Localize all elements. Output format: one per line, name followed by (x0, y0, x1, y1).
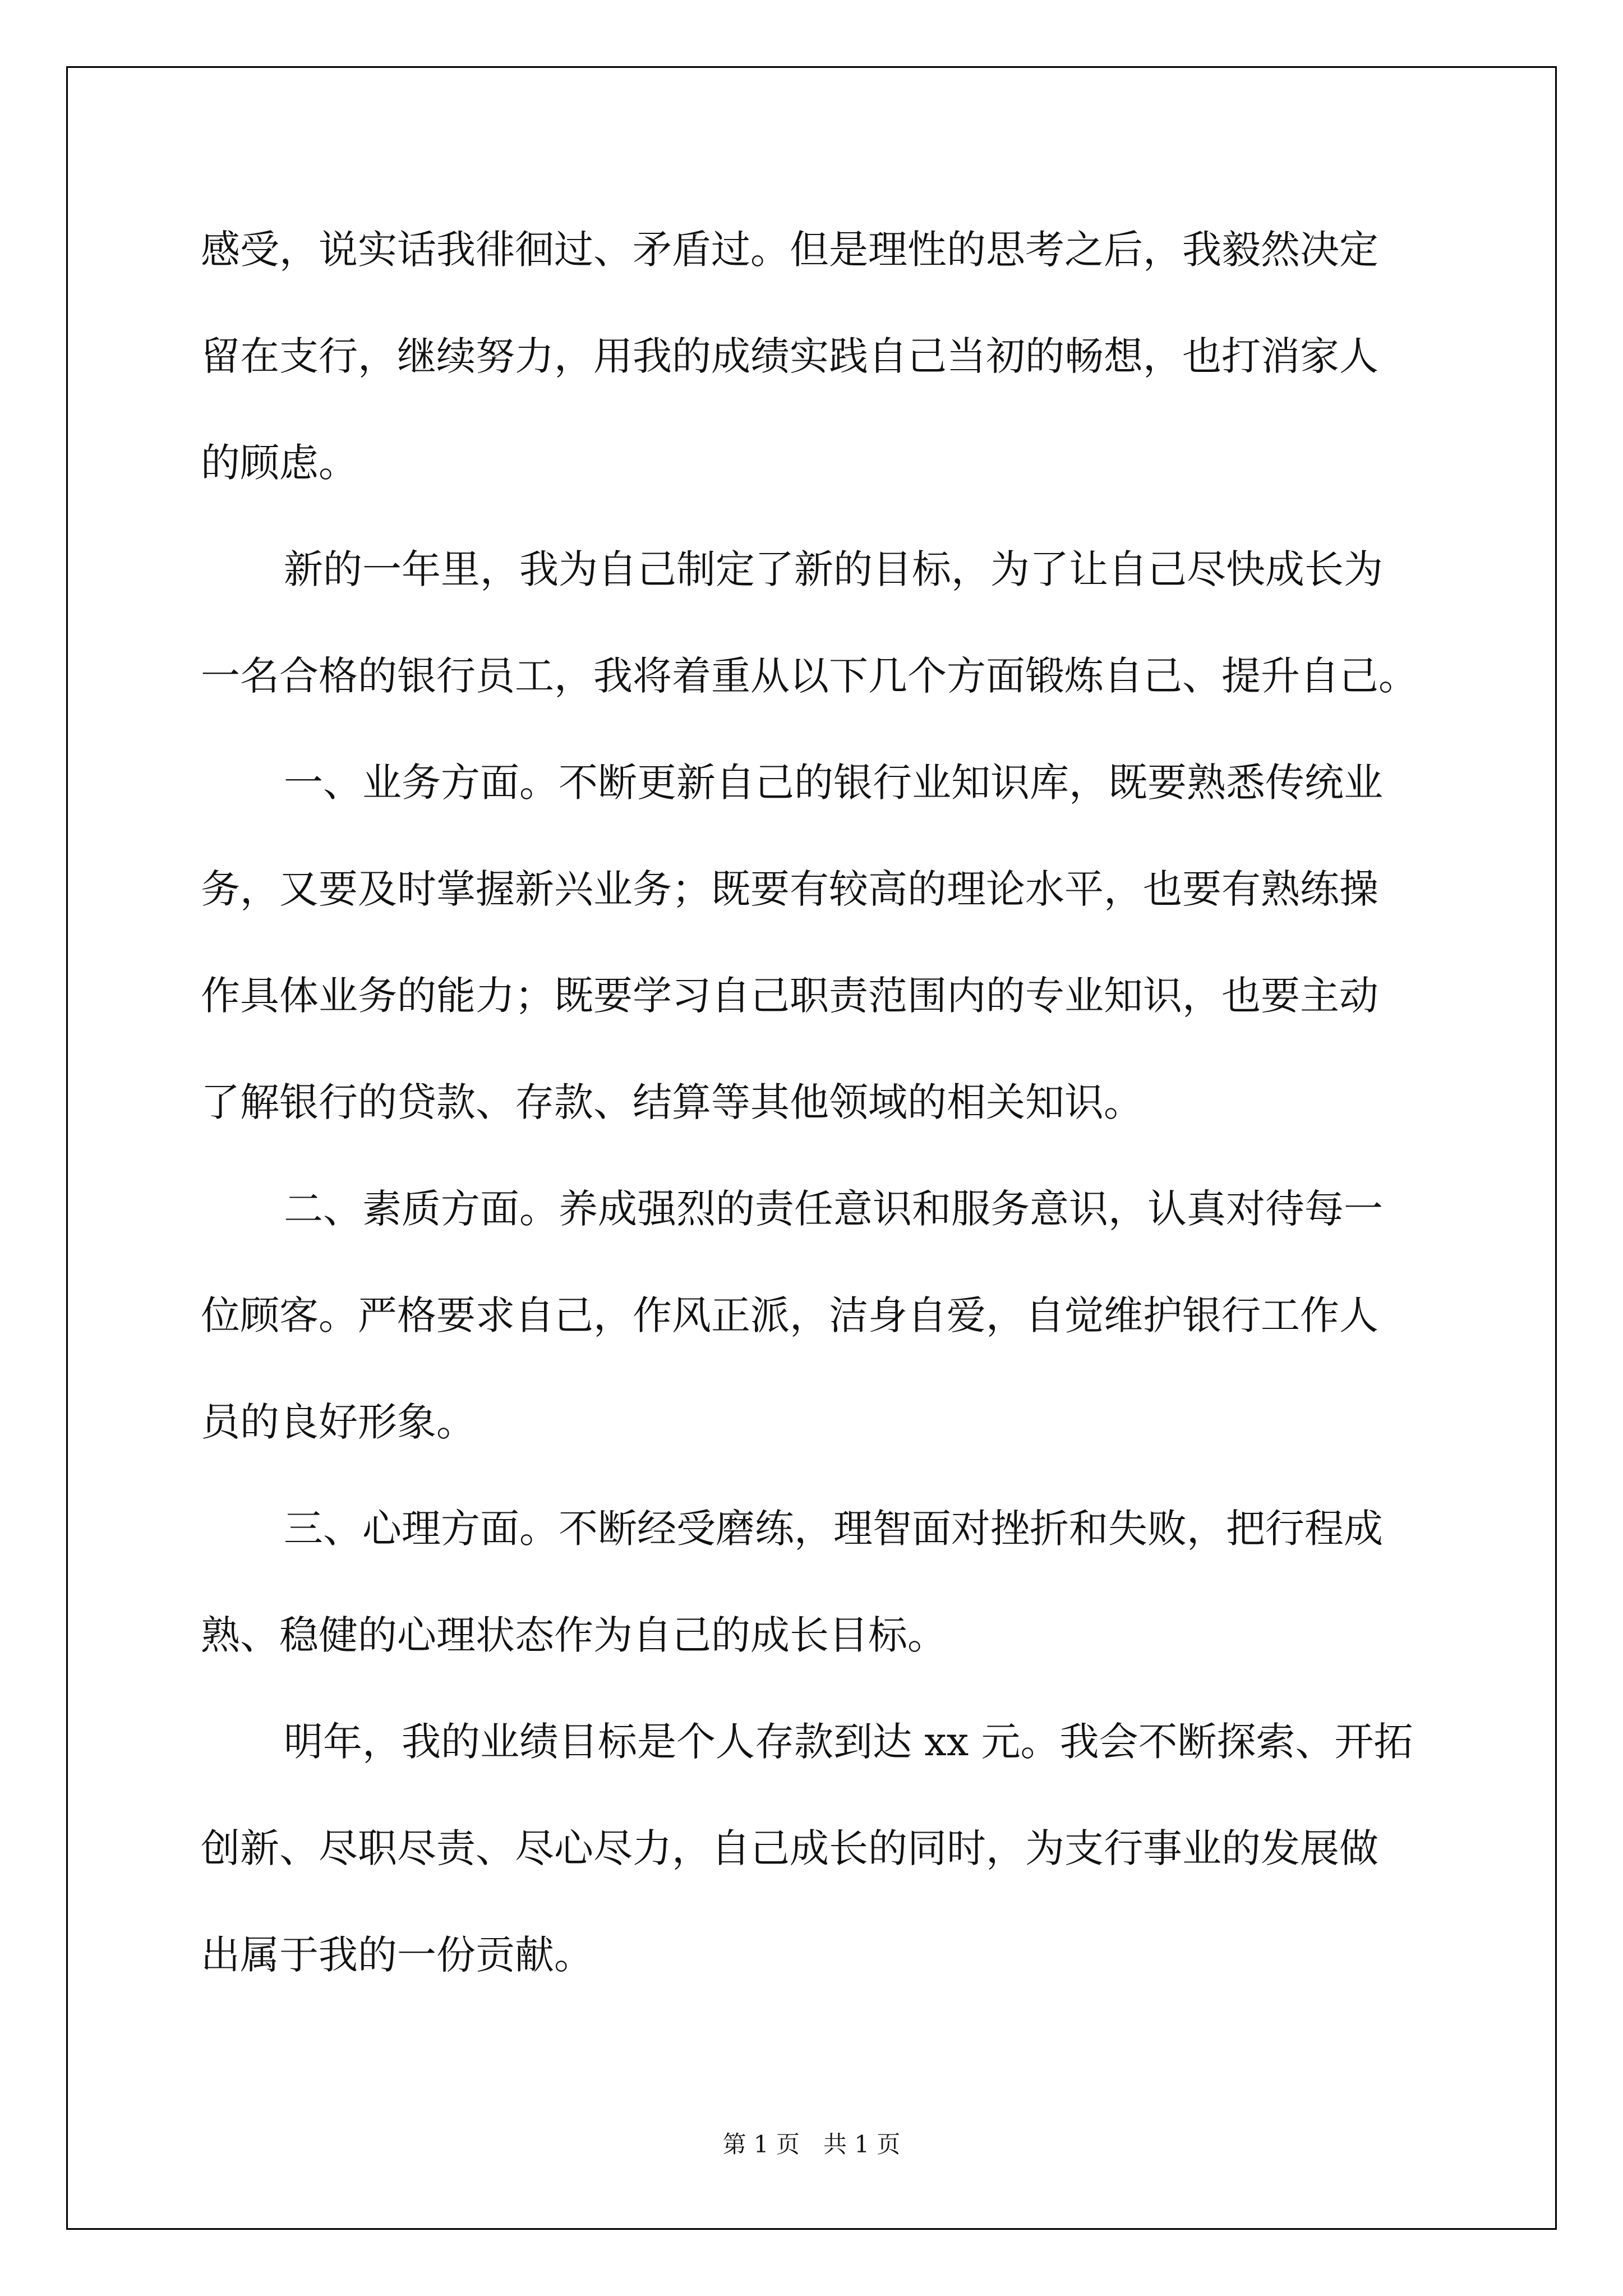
text-line: 出属于我的一份贡献。 (201, 1932, 593, 1978)
text-line: 了解银行的贷款、存款、结算等其他领域的相关知识。 (201, 1079, 1143, 1125)
text-line: 务，又要及时掌握新兴业务；既要有较高的理论水平，也要有熟练操 (201, 866, 1378, 912)
text-line: 一名合格的银行员工，我将着重从以下几个方面锻炼自己、提升自己。 (201, 653, 1418, 699)
paragraph-first-line: 新的一年里，我为自己制定了新的目标，为了让自己尽快成长为 (284, 546, 1383, 592)
paragraph-first-line: 一、业务方面。不断更新自己的银行业知识库，既要熟悉传统业 (284, 760, 1383, 806)
text-line: 创新、尽职尽责、尽心尽力，自己成长的同时，为支行事业的发展做 (201, 1825, 1378, 1871)
text-line: 作具体业务的能力；既要学习自己职责范围内的专业知识，也要主动 (201, 973, 1378, 1019)
page-footer: 第 1 页 共 1 页 (722, 2131, 901, 2158)
text-line: 位顾客。严格要求自己，作风正派，洁身自爱，自觉维护银行工作人 (201, 1292, 1378, 1338)
text-line: 留在支行，继续努力，用我的成绩实践自己当初的畅想，也打消家人 (201, 333, 1378, 379)
document-body (201, 208, 1435, 2019)
paragraph-first-line: 三、心理方面。不断经受磨练，理智面对挫折和失败，把行程成 (284, 1506, 1383, 1552)
text-line: 熟、稳健的心理状态作为自己的成长目标。 (201, 1612, 947, 1658)
text-line: 感受，说实话我徘徊过、矛盾过。但是理性的思考之后，我毅然决定 (201, 227, 1378, 273)
paragraph-first-line: 二、素质方面。养成强烈的责任意识和服务意识，认真对待每一 (284, 1186, 1383, 1232)
text-line: 的顾虑。 (201, 440, 358, 486)
paragraph-first-line: 明年，我的业绩目标是个人存款到达 xx 元。我会不断探索、开拓 (284, 1719, 1413, 1765)
text-line: 员的良好形象。 (201, 1399, 476, 1445)
